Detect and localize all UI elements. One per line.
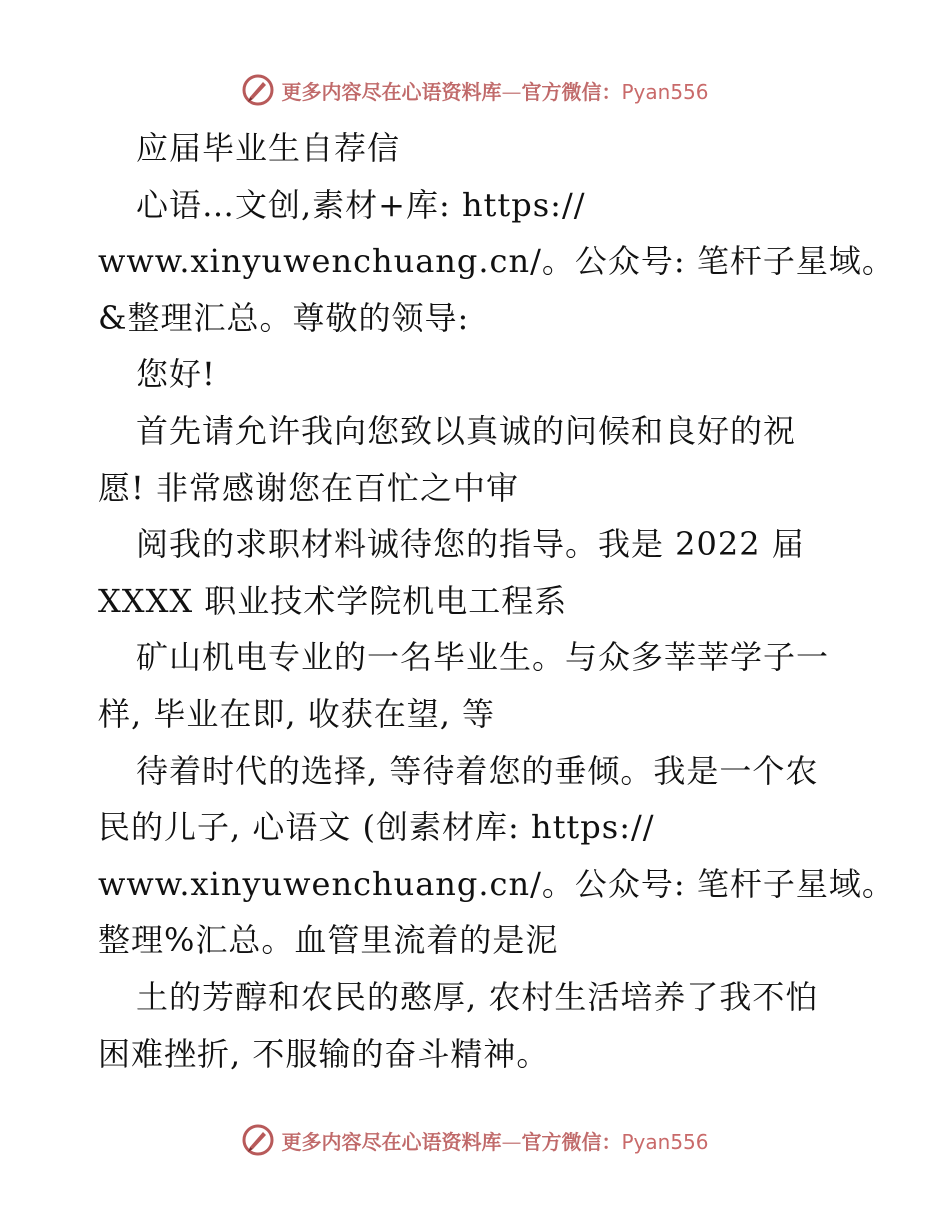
footer-banner bbox=[0, 1120, 950, 1160]
footer-banner-separator: — bbox=[501, 1129, 522, 1154]
brush-logo-icon bbox=[241, 73, 275, 107]
footer-banner-main: 更多内容尽在心语资料库 bbox=[281, 1129, 502, 1154]
footer-banner-account-id: Pyan556 bbox=[621, 1129, 709, 1154]
letter-body bbox=[98, 120, 895, 1082]
body-line: 整理%汇总。血管里流着的是泥 bbox=[98, 921, 559, 960]
letter-title: 应届毕业生自荐信 bbox=[136, 129, 401, 167]
body-line: www.xinyuwenchuang.cn/。公众号: 笔杆子星域。 bbox=[98, 242, 895, 281]
header-banner-account-label: 官方微信： bbox=[521, 79, 622, 104]
body-line: &整理汇总。尊敬的领导: bbox=[98, 298, 470, 337]
body-line: 待着时代的选择, 等待着您的垂倾。我是一个农 bbox=[136, 751, 819, 790]
body-line: 阅我的求职材料诚待您的指导。我是 2022 届 bbox=[136, 525, 805, 564]
greeting-line: 您好! bbox=[136, 355, 216, 394]
header-banner-separator: — bbox=[501, 79, 522, 104]
body-line: 样, 毕业在即, 收获在望, 等 bbox=[98, 694, 496, 733]
body-line: 心语…文创,素材+库: https:// bbox=[136, 185, 586, 224]
body-line: www.xinyuwenchuang.cn/。公众号: 笔杆子星域。 bbox=[98, 864, 895, 903]
footer-banner-text bbox=[281, 1126, 708, 1155]
footer-banner-account-label: 官方微信： bbox=[521, 1129, 622, 1154]
header-banner-account-id: Pyan556 bbox=[621, 79, 709, 104]
body-line: 民的儿子, 心语文 (创素材库: https:// bbox=[98, 808, 655, 847]
body-line: XXXX 职业技术学院机电工程系 bbox=[98, 581, 568, 620]
body-line: 首先请允许我向您致以真诚的问候和良好的祝 bbox=[136, 411, 797, 450]
body-line: 土的芳醇和农民的憨厚, 农村生活培养了我不怕 bbox=[136, 977, 819, 1016]
body-line: 愿! 非常感谢您在百忙之中审 bbox=[98, 468, 520, 507]
header-banner-main: 更多内容尽在心语资料库 bbox=[281, 79, 502, 104]
header-banner bbox=[0, 70, 950, 110]
header-banner-text bbox=[281, 76, 708, 105]
body-line: 矿山机电专业的一名毕业生。与众多莘莘学子一 bbox=[136, 638, 830, 677]
body-line: 困难挫折, 不服输的奋斗精神。 bbox=[98, 1034, 550, 1073]
brush-logo-icon bbox=[241, 1123, 275, 1157]
